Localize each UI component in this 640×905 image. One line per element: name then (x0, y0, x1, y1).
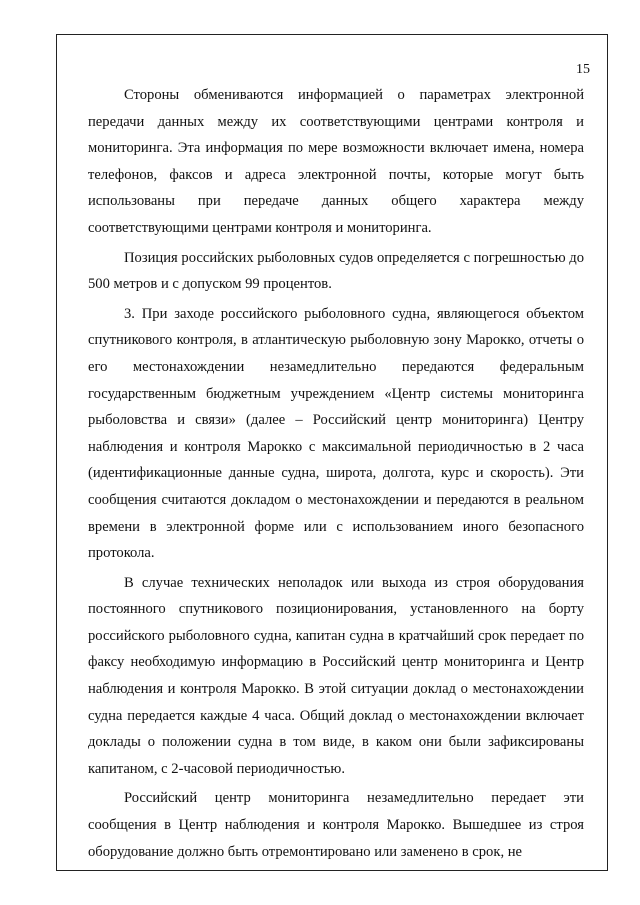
paragraph-entry-reports: 3. При заходе российского рыболовного судна, являющегося объектом спутникового контроля, в атлантическую рыболовную зону Марокко, отчеты о его местонахождении незамедлительно передаются федеральным государственным бюджетным учреждением «Центр системы мониторинга рыболовства и связи» (далее – Российский центр мониторинга) Центру наблюдения и контроля Марокко с максимальной периодичностью в 2 часа (идентификационные данные судна, широта, долгота, курс и скорость). Эти сообщения считаются докладом о местонахождении и передаются в реальном времени в электронной форме или с использованием иного безопасного протокола. (88, 305, 584, 562)
paragraph-equipment-failure: В случае технических неполадок или выхода из строя оборудования постоянного спутникового позиционирования, установленного на борту российского рыболовного судна, капитан судна в кратчайший срок передает по факсу необходимую информацию в Российский центр мониторинга и Центр наблюдения и контроля Марокко. В этой ситуации доклад о местонахождении судна передается каждые 4 часа. Общий доклад о местонахождении включает доклады о положении судна в том виде, в каком они были зафиксированы капитаном, с 2-часовой периодичностью. (88, 574, 584, 777)
document-body (88, 82, 584, 868)
paragraph-position-accuracy: Позиция российских рыболовных судов определяется с погрешностью до 500 метров и с допуском 99 процентов. (88, 249, 584, 293)
paragraph-forwarding-messages: Российский центр мониторинга незамедлительно передает эти сообщения в Центр наблюдения и контроля Марокко. Вышедшее из строя оборудование должно быть отремонтировано или заменено в срок, не (88, 790, 584, 860)
page-number: 15 (576, 62, 590, 77)
paragraph-data-exchange: Стороны обмениваются информацией о параметрах электронной передачи данных между их соответствующими центрами контроля и мониторинга. Эта информация по мере возможности включает имена, номера телефонов, факсов и адреса электронной почты, которые могут быть использованы при передаче данных общего характера между соответствующими центрами контроля и мониторинга. (88, 87, 584, 236)
